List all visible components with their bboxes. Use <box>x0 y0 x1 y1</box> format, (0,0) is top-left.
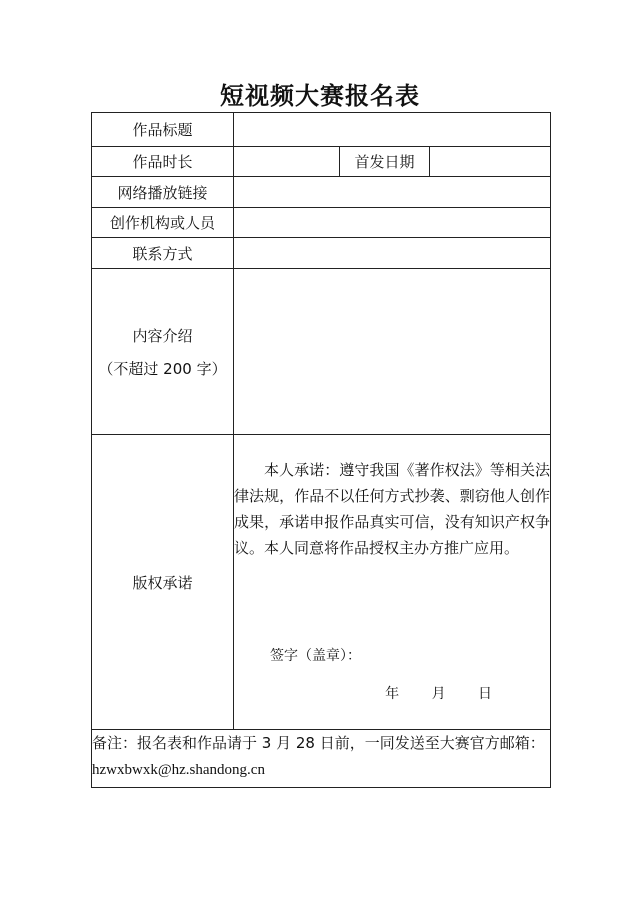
contact-field[interactable] <box>234 238 551 269</box>
signature-label: 签字（盖章）： <box>270 648 361 664</box>
signature-line[interactable] <box>234 643 550 669</box>
intro-label: 内容介绍 <box>132 326 193 345</box>
work-title-field[interactable] <box>234 113 551 147</box>
creator-label: 创作机构或人员 <box>92 208 234 238</box>
network-link-field[interactable] <box>234 177 551 208</box>
note-cell <box>92 730 551 788</box>
intro-field[interactable] <box>234 269 551 435</box>
premiere-date-field[interactable] <box>430 147 551 177</box>
registration-form <box>91 112 551 788</box>
premiere-date-label: 首发日期 <box>340 147 430 177</box>
contact-label: 联系方式 <box>92 238 234 269</box>
form-title: 短视频大赛报名表 <box>220 81 420 110</box>
intro-label-cell <box>92 269 234 435</box>
creator-field[interactable] <box>234 208 551 238</box>
duration-label: 作品时长 <box>92 147 234 177</box>
work-title-label: 作品标题 <box>92 113 234 147</box>
copyright-text: 本人承诺：遵守我国《著作权法》等相关法律法规，作品不以任何方式抄袭、剽窃他人创作成果，承诺申报作品真实可信，没有知识产权争议。本人同意将作品授权主办方推广应用。 <box>234 461 551 557</box>
copyright-cell <box>234 435 551 730</box>
signature-date <box>234 681 550 707</box>
network-link-label: 网络播放链接 <box>92 177 234 208</box>
date-year: 年 <box>385 686 400 702</box>
note-text: 备注：报名表和作品请于 3 月 28 日前，一同发送至大赛官方邮箱： <box>92 734 545 752</box>
copyright-label: 版权承诺 <box>92 435 234 730</box>
date-day: 日 <box>478 686 493 702</box>
date-month: 月 <box>431 686 446 702</box>
intro-sublabel: （不超过 200 字） <box>98 359 227 378</box>
note-email[interactable]: hzwxbwxk@hz.shandong.cn <box>92 762 265 778</box>
duration-field[interactable] <box>234 147 340 177</box>
